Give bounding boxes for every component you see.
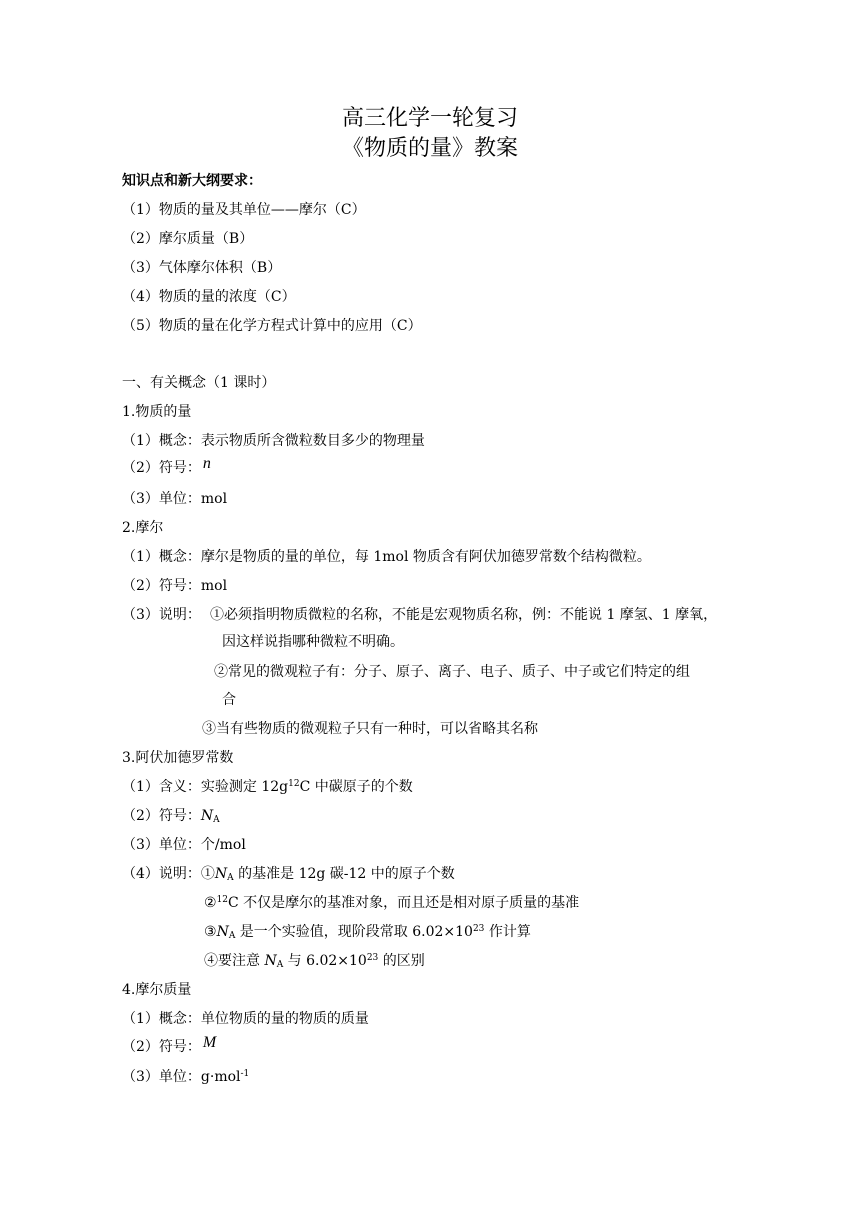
circled-2: ② xyxy=(204,895,217,911)
amount-concept: （1）概念：表示物质所含微粒数目多少的物理量 xyxy=(122,433,425,449)
symbol-N: N xyxy=(200,808,214,824)
syllabus-item: （3）气体摩尔体积（B） xyxy=(122,260,282,276)
avogadro-note-2 xyxy=(204,893,579,913)
page-title: 高三化学一轮复习 xyxy=(341,106,518,131)
symbol-sub-A: A xyxy=(227,873,234,883)
avogadro-meaning-post: C 中碳原子的个数 xyxy=(299,779,413,795)
symbol-N: N xyxy=(214,866,228,882)
molar-mass-symbol xyxy=(122,1034,217,1057)
molar-mass-unit xyxy=(122,1067,249,1087)
subsection-title: 4.摩尔质量 xyxy=(122,982,192,998)
avogadro-meaning xyxy=(122,777,413,797)
syllabus-item: （5）物质的量在化学方程式计算中的应用（C） xyxy=(122,318,422,334)
avogadro-note-3 xyxy=(204,922,531,942)
mole-note-1a: ①必须指明物质微粒的名称，不能是宏观物质名称，例：不能说 1 摩氢、1 摩氧， xyxy=(210,607,718,623)
mole-note-1b: 因这样说指哪种微粒不明确。 xyxy=(222,634,404,650)
symbol-sub-A: A xyxy=(276,960,284,970)
avogadro-note-4 xyxy=(204,951,425,971)
avogadro-note-4-text: 与 6.02×10 xyxy=(283,953,367,969)
amount-symbol xyxy=(122,455,211,478)
symbol-M: M xyxy=(202,1034,217,1051)
avogadro-note-3-text: 是一个实验值，现阶段常取 6.02×10 xyxy=(235,924,473,940)
avogadro-note-1 xyxy=(122,864,455,884)
section-heading: 一、有关概念（1 课时） xyxy=(122,375,276,391)
amount-unit: （3）单位：mol xyxy=(122,491,228,507)
avogadro-unit: （3）单位：个/mol xyxy=(122,837,246,853)
mole-note-3: ③当有些物质的微观粒子只有一种时，可以省略其名称 xyxy=(202,721,538,737)
subsection-title: 1.物质的量 xyxy=(122,404,192,420)
molar-mass-symbol-label: （2）符号： xyxy=(122,1039,201,1055)
symbol-sub-A: A xyxy=(228,931,236,941)
exponent-23: 23 xyxy=(472,924,485,934)
circled-3: ③ xyxy=(204,924,217,940)
avogadro-note-3-tail: 作计算 xyxy=(484,924,531,940)
amount-symbol-label: （2）符号： xyxy=(122,460,201,476)
exponent-23: 23 xyxy=(366,953,379,963)
avogadro-symbol xyxy=(122,806,220,826)
avogadro-note-1-text: 的基准是 12g 碳-12 中的原子个数 xyxy=(233,866,455,882)
mole-note-2a: ②常见的微观粒子有：分子、原子、离子、电子、质子、中子或它们特定的组 xyxy=(214,664,690,680)
symbol-sub-A: A xyxy=(213,815,220,825)
mole-concept: （1）概念：摩尔是物质的量的单位，每 1mol 物质含有阿伏加德罗常数个结构微粒。 xyxy=(122,549,651,565)
avogadro-note-label: （4）说明： xyxy=(122,866,201,882)
mole-note-label: （3）说明： xyxy=(122,607,201,623)
syllabus-item: （2）摩尔质量（B） xyxy=(122,231,254,247)
exponent-minus-1: -1 xyxy=(240,1069,250,1079)
syllabus-item: （4）物质的量的浓度（C） xyxy=(122,289,296,305)
avogadro-note-4-pre: ④要注意 xyxy=(204,953,265,969)
page-subtitle: 《物质的量》教案 xyxy=(341,136,518,161)
subsection-title: 2.摩尔 xyxy=(122,520,164,536)
mole-symbol: （2）符号：mol xyxy=(122,578,228,594)
molar-mass-unit-text: （3）单位：g·mol xyxy=(122,1069,241,1085)
symbol-n: n xyxy=(202,455,211,472)
avogadro-meaning-pre: （1）含义：实验测定 12g xyxy=(122,779,289,795)
avogadro-note-2-text: C 不仅是摩尔的基准对象，而且还是相对原子质量的基准 xyxy=(228,895,580,911)
carbon-12-superscript: 12 xyxy=(216,895,229,905)
symbol-N: N xyxy=(216,924,229,940)
syllabus-heading: 知识点和新大纲要求： xyxy=(122,173,262,189)
mole-note-2b: 合 xyxy=(222,692,236,708)
circled-1: ① xyxy=(200,866,215,882)
carbon-12-superscript: 12 xyxy=(288,779,300,789)
symbol-N: N xyxy=(264,953,277,969)
avogadro-note-4-tail: 的区别 xyxy=(378,953,425,969)
avogadro-symbol-label: （2）符号： xyxy=(122,808,201,824)
syllabus-item: （1）物质的量及其单位——摩尔（C） xyxy=(122,202,366,218)
molar-mass-concept: （1）概念：单位物质的量的物质的质量 xyxy=(122,1011,369,1027)
subsection-title: 3.阿伏加德罗常数 xyxy=(122,750,234,766)
